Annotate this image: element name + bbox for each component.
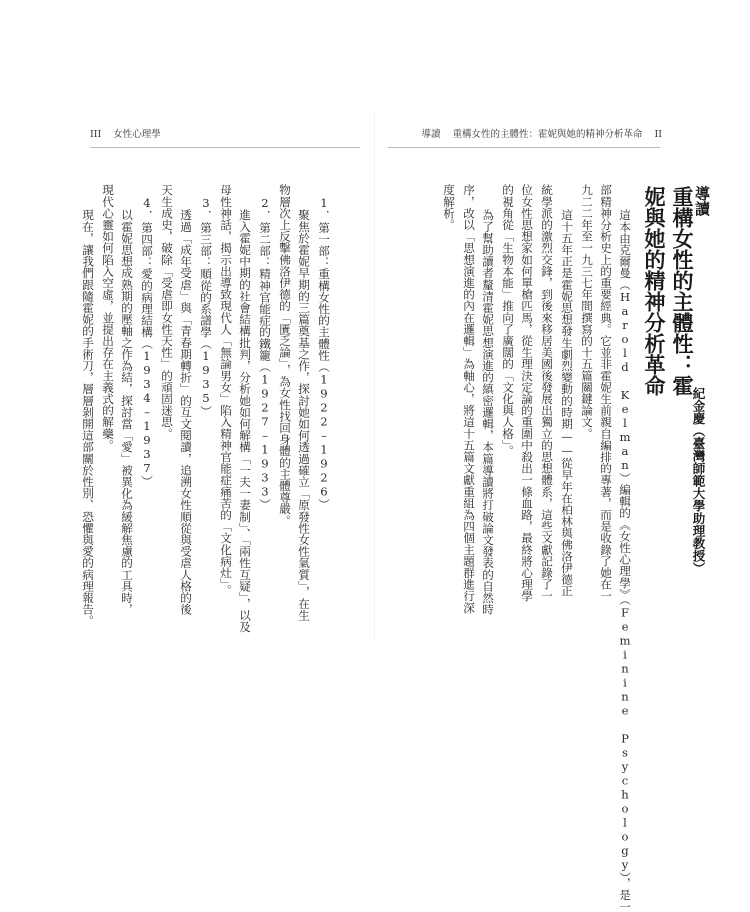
right-running-header [421,129,662,141]
p2-line-3: 位女性思想家如何單槍匹馬，從生理決定論的重圍中殺出一條血路，最終將心理學 [520,184,534,602]
section-2-line-1: 進入霍妮中期的社會結構批判，分析她如何解構「一夫一妻制」、「兩性互疑」，以及 [238,209,252,633]
left-running-header [90,129,161,141]
author-byline: 紀金慶（臺灣師範大學助理教授） [691,387,706,575]
left-page-number: III [90,129,102,140]
section-4-line-2: 現代心靈如何陷入空虛，並提出存在主義式的解藥。 [101,184,115,451]
left-header-rule [90,147,360,148]
title-line-1: 重構女性的主體性：霍 [670,186,695,396]
section-3-heading: 3．第三部：順從的系譜學（1935） [199,196,213,417]
section-1-line-1: 聚焦於霍妮早期的三篇奠基之作，探討她如何透過確立「原發性女性氣質」，在生 [297,209,311,621]
p1-line-1: 這本由克爾曼（Harold Kelman）編輯的《女性心理學》（Feminine Psychology），是一 [618,209,632,912]
right-page-number: II [654,129,662,140]
section-4-heading: 4．第四部：愛的病理結構（1934–1937） [140,196,154,487]
section-3-line-1: 透過「成年受虐」與「青春期轉折」的互文閱讀，追溯女性順從與受虐人格的後 [179,209,193,615]
right-running-title: 重構女性的主體性：霍妮與她的精神分析革命 [452,129,643,140]
intro-label: 導讀 [693,186,711,216]
section-1-heading: 1．第一部：重構女性的主體性（1922–1926） [317,196,331,510]
right-header-rule [388,147,660,148]
section-2-line-2: 母性神話，揭示出導致現代人「無論男女」陷入精神官能症痛苦的「文化病灶」。 [219,184,233,596]
p3-line-1: 為了幫助讀者釐清霍妮思想演進的縝密邏輯，本篇導讀將打破論文發表的自然時 [481,209,495,615]
section-3-line-2: 天生成史，破除「受虐即女性天性」的頑固迷思。 [160,184,174,440]
p2-line-2: 統學派的激烈交鋒，到後來移居美國後發展出獨立的思想體系，這些文獻記錄了一 [540,184,554,602]
p2-line-4: 的視角從「生物本能」推向了廣闊的「文化與人格」。 [501,184,515,457]
p3-line-3: 度解析。 [442,184,456,231]
p1-line-3: 九二二年至一九三七年間撰寫的十五篇關鍵論文。 [580,184,594,440]
section-4-line-1: 以霍妮思想成熟期的壓軸之作為結，探討當「愛」被異化為緩解焦慮的工具時， [120,209,134,615]
p3-line-2: 序，改以「思想演進的內在邏輯」為軸心，將這十五篇文獻重組為四個主題群進行深 [462,184,476,614]
title-line-2: 妮與她的精神分析革命 [642,186,667,396]
closing-line: 現在，讓我們跟隨霍妮的手術刀，層層剝開這部關於性別、恐懼與愛的病理報告。 [81,209,95,627]
right-running-label: 導讀 [421,129,441,140]
left-running-title: 女性心理學 [113,129,161,140]
p2-line-1: 這十五年正是霍妮思想發生劇烈變動的時期——從早年在柏林與佛洛伊德正 [560,209,574,597]
gutter [374,110,375,640]
section-1-line-2: 物層次上反擊佛洛伊德的「匱乏論」，為女性找回身體的主體尊嚴。 [278,184,292,527]
section-2-heading: 2．第二部：精神官能症的鐵籠（1927–1933） [258,196,272,510]
p1-line-2: 部精神分析史上的重要經典。它並非霍妮生前親自編排的專著，而是收錄了她在一 [599,184,613,602]
